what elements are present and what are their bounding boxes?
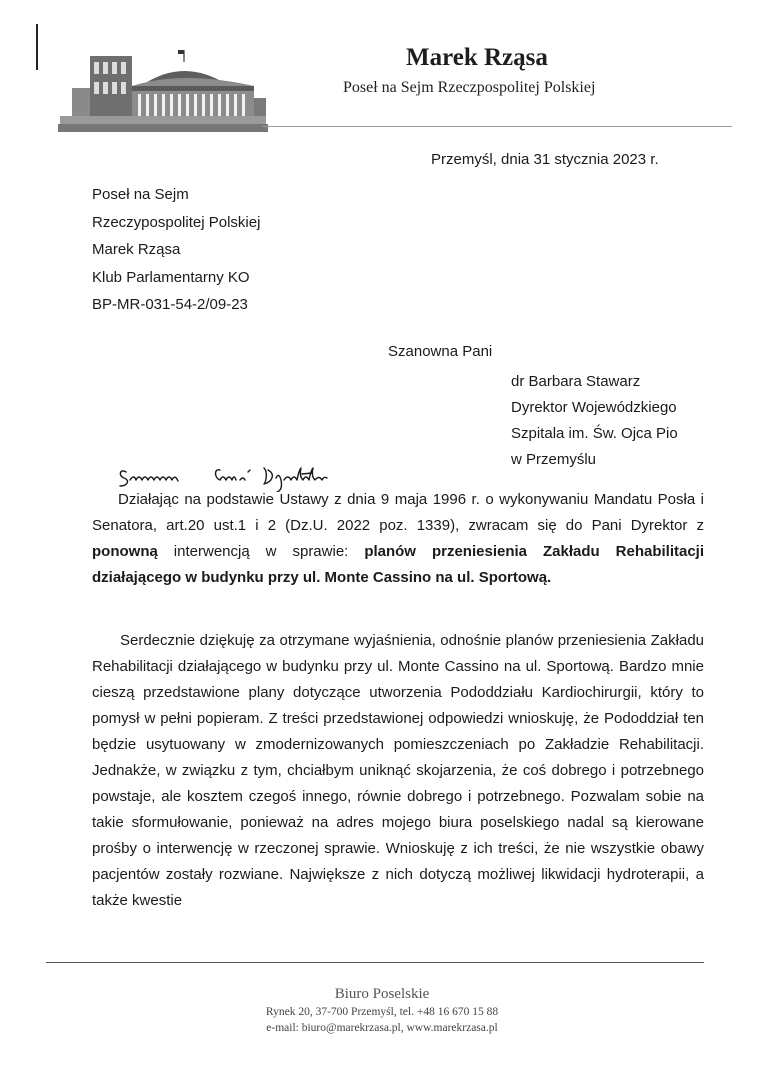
body-paragraph-2 <box>92 628 704 914</box>
recipient-block <box>511 369 678 473</box>
sender-line: Poseł na Sejm <box>92 186 189 203</box>
letterhead-role: Poseł na Sejm Rzeczpospolitej Polskiej <box>343 79 596 96</box>
recipient-line: Szpitala im. Św. Ojca Pio <box>511 425 678 442</box>
paragraph-text: Działając na podstawie Ustawy z dnia 9 maja 1996 r. o wykonywaniu Mandatu Posła i Senatora, art.20 ust.1 i 2 (Dz.U. 2022 poz. 1339), zwracam się do Pani Dyrektor z <box>92 491 704 534</box>
footer-address: Rynek 20, 37-700 Przemyśl, tel. +48 16 670 15 88 <box>265 1006 499 1018</box>
recipient-line: w Przemyślu <box>511 451 597 468</box>
footer-title: Biuro Poselskie <box>334 986 430 1002</box>
recipient-line: Dyrektor Wojewódzkiego <box>511 399 677 416</box>
subject-text: planów przeniesienia Zakładu Rehabilitacji działającego w budynku przy ul. Monte Cassino na ul. Sportową. <box>92 543 704 586</box>
body-paragraph-1 <box>92 487 704 591</box>
letterhead-name: Marek Rząsa <box>406 44 548 71</box>
paragraph-text: Serdecznie dziękuję za otrzymane wyjaśnienia, odnośnie planów przeniesienia Zakładu Rehabilitacji działającego w budynku przy ul. Monte Cassino na ul. Sportową. Bardzo mnie cieszą przedstawione plany dotyczące utworzenia Pododdziału Kardiochirurgii, który to pomysł w pełni popieram. Z treści przedstawionej odpowiedzi wnioskuję, że Pododdział ten będzie usytuowany w zmodernizowanych pomieszczeniach po Zakładzie Rehabilitacji. Jednakże, w związku z tym, chciałbym uniknąć skojarzenia, że coś dobrego i potrzebnego powstaje, ale kosztem czegoś innego, równie dobrego i potrzebnego. Pozwalam sobie na takie sformułowanie, ponieważ na adres mojego biura poselskiego nadal są kierowane prośby o interwencję w rzeczonej sprawie. Wnioskuję z ich treści, że nie wszystkie obawy pacjentów zostały rozwiane. Największe z nich dotyczą możliwej likwidacji hydroterapii, a także kwestie <box>92 632 704 909</box>
footer-divider <box>46 962 704 963</box>
paragraph-text: interwencją w sprawie: <box>157 543 365 560</box>
letterhead-divider <box>262 126 732 127</box>
sender-line: Klub Parlamentarny KO <box>92 268 250 286</box>
sejm-building-icon <box>58 40 268 132</box>
sender-reference: BP-MR-031-54-2/09-23 <box>92 296 248 313</box>
recipient-line: dr Barbara Stawarz <box>511 373 641 390</box>
sender-block <box>92 181 260 319</box>
margin-mark <box>36 24 38 70</box>
date-line: Przemyśl, dnia 31 stycznia 2023 r. <box>431 151 659 168</box>
sender-line: Rzeczypospolitej Polskiej <box>92 213 261 231</box>
salutation: Szanowna Pani <box>388 343 493 360</box>
emphasis-text: ponowną <box>92 543 158 560</box>
footer-contact: e-mail: biuro@marekrzasa.pl, www.marekrzasa.pl <box>266 1022 498 1034</box>
sender-line: Marek Rząsa <box>92 241 181 258</box>
